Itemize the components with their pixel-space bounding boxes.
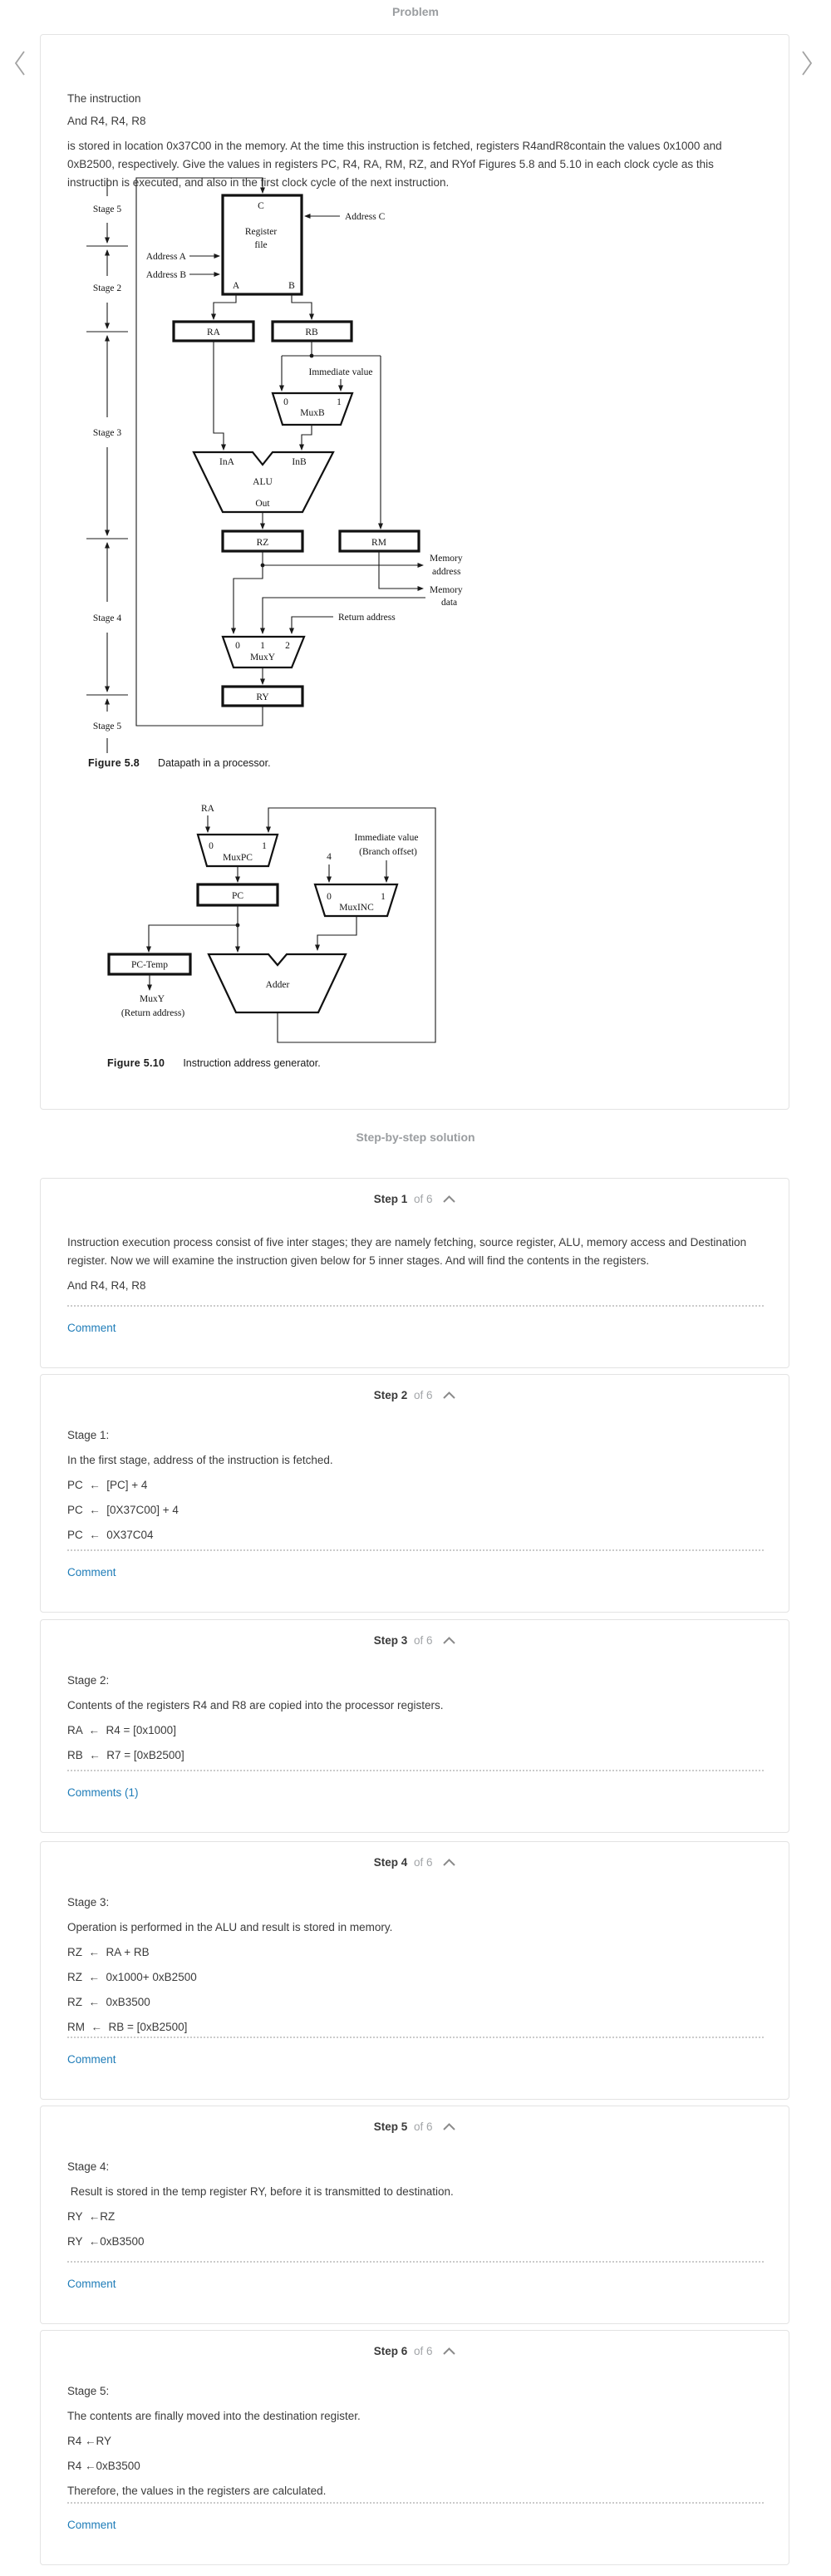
step-count: of 6 xyxy=(413,1634,433,1647)
equation-line: RY ←0xB3500 xyxy=(67,2235,145,2248)
step-card-4 xyxy=(40,1841,789,2100)
step-divider xyxy=(67,1305,764,1307)
memory-data-label: Memory xyxy=(430,585,463,595)
comments-link[interactable]: Comments (1) xyxy=(67,1786,139,1799)
muxinc-label: MuxINC xyxy=(339,903,374,913)
comment-link[interactable]: Comment xyxy=(67,1566,116,1579)
comment-link[interactable]: Comment xyxy=(67,1322,116,1334)
step-3-body xyxy=(67,1672,762,1771)
step-count: of 6 xyxy=(413,2120,433,2133)
step-5-body xyxy=(67,2158,762,2258)
equation-line: RB ← R7 = [0xB2500] xyxy=(67,1749,184,1761)
stage-label: Stage 2 xyxy=(92,283,122,293)
equation-line: RZ ← 0x1000+ 0xB2500 xyxy=(67,1971,197,1983)
step-4-body xyxy=(67,1894,762,2043)
ra-input-label: RA xyxy=(201,804,214,814)
rz-label: RZ xyxy=(256,538,269,548)
figure-5-8-datapath-diagram xyxy=(51,171,466,753)
address-b-label: Address B xyxy=(145,270,186,280)
chevron-up-icon[interactable] xyxy=(443,1195,455,1204)
problem-line-2: And R4, R4, R8 xyxy=(67,115,146,127)
muxb-label: MuxB xyxy=(300,408,325,418)
step-count: of 6 xyxy=(413,1193,433,1205)
solution-section-title: Step-by-step solution xyxy=(356,1130,475,1144)
register-file-label: file xyxy=(254,240,268,250)
port-a-label: A xyxy=(232,281,240,291)
adder-label: Adder xyxy=(265,980,290,990)
stage-label: Stage 3 xyxy=(92,428,122,438)
step-divider xyxy=(67,2502,764,2504)
ry-label: RY xyxy=(256,692,269,702)
step-2-header xyxy=(41,1389,789,1401)
step-paragraph: And R4, R4, R8 xyxy=(67,1279,146,1292)
chevron-up-icon[interactable] xyxy=(443,2347,455,2356)
rb-label: RB xyxy=(305,328,318,337)
step-paragraph: Stage 2: xyxy=(67,1674,110,1687)
chevron-up-icon[interactable] xyxy=(443,1859,455,1867)
rm-label: RM xyxy=(371,538,386,548)
equation-line: RY ←RZ xyxy=(67,2210,116,2223)
memory-address-label: address xyxy=(432,567,461,577)
pc-temp-label: PC-Temp xyxy=(131,960,168,970)
muxpc-1-label: 1 xyxy=(262,841,267,851)
figure-5-10-caption xyxy=(107,1057,321,1069)
step-card-1 xyxy=(40,1178,789,1368)
immediate-value-label: Immediate value xyxy=(354,833,419,843)
chevron-up-icon[interactable] xyxy=(443,2123,455,2131)
stage-label: Stage 5 xyxy=(92,722,122,731)
muxinc-0-label: 0 xyxy=(327,892,332,902)
muxb-1-label: 1 xyxy=(337,397,342,407)
step-1-header xyxy=(41,1193,789,1205)
figure-5-10-caption-text: Instruction address generator. xyxy=(183,1057,321,1069)
step-6-header xyxy=(41,2345,789,2357)
port-b-label: B xyxy=(288,281,295,291)
problem-section-title: Problem xyxy=(391,5,439,18)
memory-address-label: Memory xyxy=(430,554,463,564)
chevron-right-icon[interactable] xyxy=(800,50,814,76)
muxpc-label: MuxPC xyxy=(223,853,253,863)
comment-link[interactable]: Comment xyxy=(67,2519,116,2531)
immediate-value-label: Immediate value xyxy=(308,367,373,377)
figure-5-8-caption-label: Figure 5.8 xyxy=(88,757,140,769)
step-title: Step 2 xyxy=(373,1389,408,1401)
problem-body: is stored in location 0x37C00 in the memory. At the time this instruction is fetched, registers R4andR8contain the values 0x1000 and 0xB2500, respectively. Give the values in registers PC, R4, RA, RM, RZ, and RYof Figures 5.8 and 5.10 in each clock cycle as this instruction is executed, and also in the first clock cycle of the next instruction. xyxy=(67,140,725,189)
muxy-2-label: 2 xyxy=(285,641,290,651)
step-paragraph: The contents are finally moved into the destination register. xyxy=(67,2410,361,2422)
step-title: Step 5 xyxy=(373,2120,408,2133)
step-5-header xyxy=(41,2120,789,2133)
equation-line: RZ ← RA + RB xyxy=(67,1946,150,1958)
figure-5-8-caption-text: Datapath in a processor. xyxy=(158,757,271,769)
equation-line: PC ← [PC] + 4 xyxy=(67,1479,148,1491)
chevron-up-icon[interactable] xyxy=(443,1391,455,1400)
ra-label: RA xyxy=(207,328,220,337)
alu-out-label: Out xyxy=(255,499,270,509)
step-paragraph: Result is stored in the temp register RY, before it is transmitted to destination. xyxy=(67,2185,454,2198)
step-paragraph: Stage 4: xyxy=(67,2160,110,2173)
step-count: of 6 xyxy=(413,1389,433,1401)
equation-line: PC ← [0X37C00] + 4 xyxy=(67,1504,179,1516)
muxpc-0-label: 0 xyxy=(209,841,214,851)
comment-link[interactable]: Comment xyxy=(67,2278,116,2290)
register-file-label: Register xyxy=(244,227,278,237)
equation-line: RZ ← 0xB3500 xyxy=(67,1996,150,2008)
step-paragraph: In the first stage, address of the instruction is fetched. xyxy=(67,1454,333,1466)
step-paragraph: Stage 3: xyxy=(67,1896,110,1909)
constant-4-label: 4 xyxy=(327,852,332,862)
step-2-body xyxy=(67,1426,762,1551)
address-c-label: Address C xyxy=(345,212,386,222)
muxy-label: MuxY xyxy=(249,653,276,662)
stage-label: Stage 4 xyxy=(92,613,122,623)
step-title: Step 4 xyxy=(373,1856,408,1869)
equation-line: R4 ←RY xyxy=(67,2435,112,2447)
step-title: Step 6 xyxy=(373,2345,408,2357)
step-card-2 xyxy=(40,1374,789,1613)
step-paragraph: Therefore, the values in the registers are calculated. xyxy=(67,2485,327,2497)
branch-offset-label: (Branch offset) xyxy=(359,847,417,857)
muxy-1-label: 1 xyxy=(260,641,265,651)
step-paragraph: Stage 5: xyxy=(67,2385,110,2397)
step-title: Step 3 xyxy=(373,1634,408,1647)
step-title: Step 1 xyxy=(373,1193,408,1205)
comment-link[interactable]: Comment xyxy=(67,2053,116,2066)
memory-data-label: data xyxy=(441,598,458,608)
step-paragraph: Contents of the registers R4 and R8 are copied into the processor registers. xyxy=(67,1699,444,1712)
figure-5-10-caption-label: Figure 5.10 xyxy=(107,1057,165,1069)
equation-line: PC ← 0X37C04 xyxy=(67,1529,154,1541)
alu-label: ALU xyxy=(253,477,273,487)
step-6-body xyxy=(67,2382,762,2507)
stage-column xyxy=(86,178,128,753)
equation-line: RM ← RB = [0xB2500] xyxy=(67,2021,188,2033)
step-divider xyxy=(67,2037,764,2038)
chevron-left-icon[interactable] xyxy=(13,50,27,76)
step-3-header xyxy=(41,1634,789,1647)
step-count: of 6 xyxy=(413,2345,433,2357)
address-a-label: Address A xyxy=(145,252,186,262)
problem-card xyxy=(40,34,789,1110)
equation-line: R4 ←0xB3500 xyxy=(67,2460,140,2472)
problem-line-1: The instruction xyxy=(67,92,141,105)
muxy-0-label: 0 xyxy=(235,641,240,651)
to-muxy-label: MuxY xyxy=(139,994,165,1004)
step-card-6 xyxy=(40,2330,789,2565)
figure-5-10-address-generator-diagram xyxy=(101,795,450,1052)
step-paragraph: Instruction execution process consist of five inter stages; they are namely fetching, source register, ALU, memory access and Destination register. Now we will examine the instruction given below for 5 inner stages. And will find the contents in the registers. xyxy=(67,1236,750,1267)
equation-line: RA ← R4 = [0x1000] xyxy=(67,1724,176,1736)
alu-ina-label: InA xyxy=(219,457,234,467)
port-c-label: C xyxy=(258,201,264,211)
step-paragraph: Stage 1: xyxy=(67,1429,110,1441)
stage-label: Stage 5 xyxy=(92,204,122,214)
figure-5-8-caption xyxy=(88,757,271,769)
chevron-up-icon[interactable] xyxy=(443,1637,455,1645)
step-divider xyxy=(67,1770,764,1771)
step-card-5 xyxy=(40,2106,789,2324)
step-paragraph: Operation is performed in the ALU and result is stored in memory. xyxy=(67,1921,393,1933)
step-1-body xyxy=(67,1234,762,1302)
return-address-label: (Return address) xyxy=(120,1008,185,1018)
step-card-3 xyxy=(40,1619,789,1833)
step-count: of 6 xyxy=(413,1856,433,1869)
alu-inb-label: InB xyxy=(292,457,307,467)
step-4-header xyxy=(41,1856,789,1869)
step-divider xyxy=(67,1549,764,1551)
pc-label: PC xyxy=(231,891,244,901)
step-divider xyxy=(67,2261,764,2263)
muxinc-1-label: 1 xyxy=(381,892,386,902)
return-address-label: Return address xyxy=(338,613,396,623)
muxb-0-label: 0 xyxy=(283,397,288,407)
